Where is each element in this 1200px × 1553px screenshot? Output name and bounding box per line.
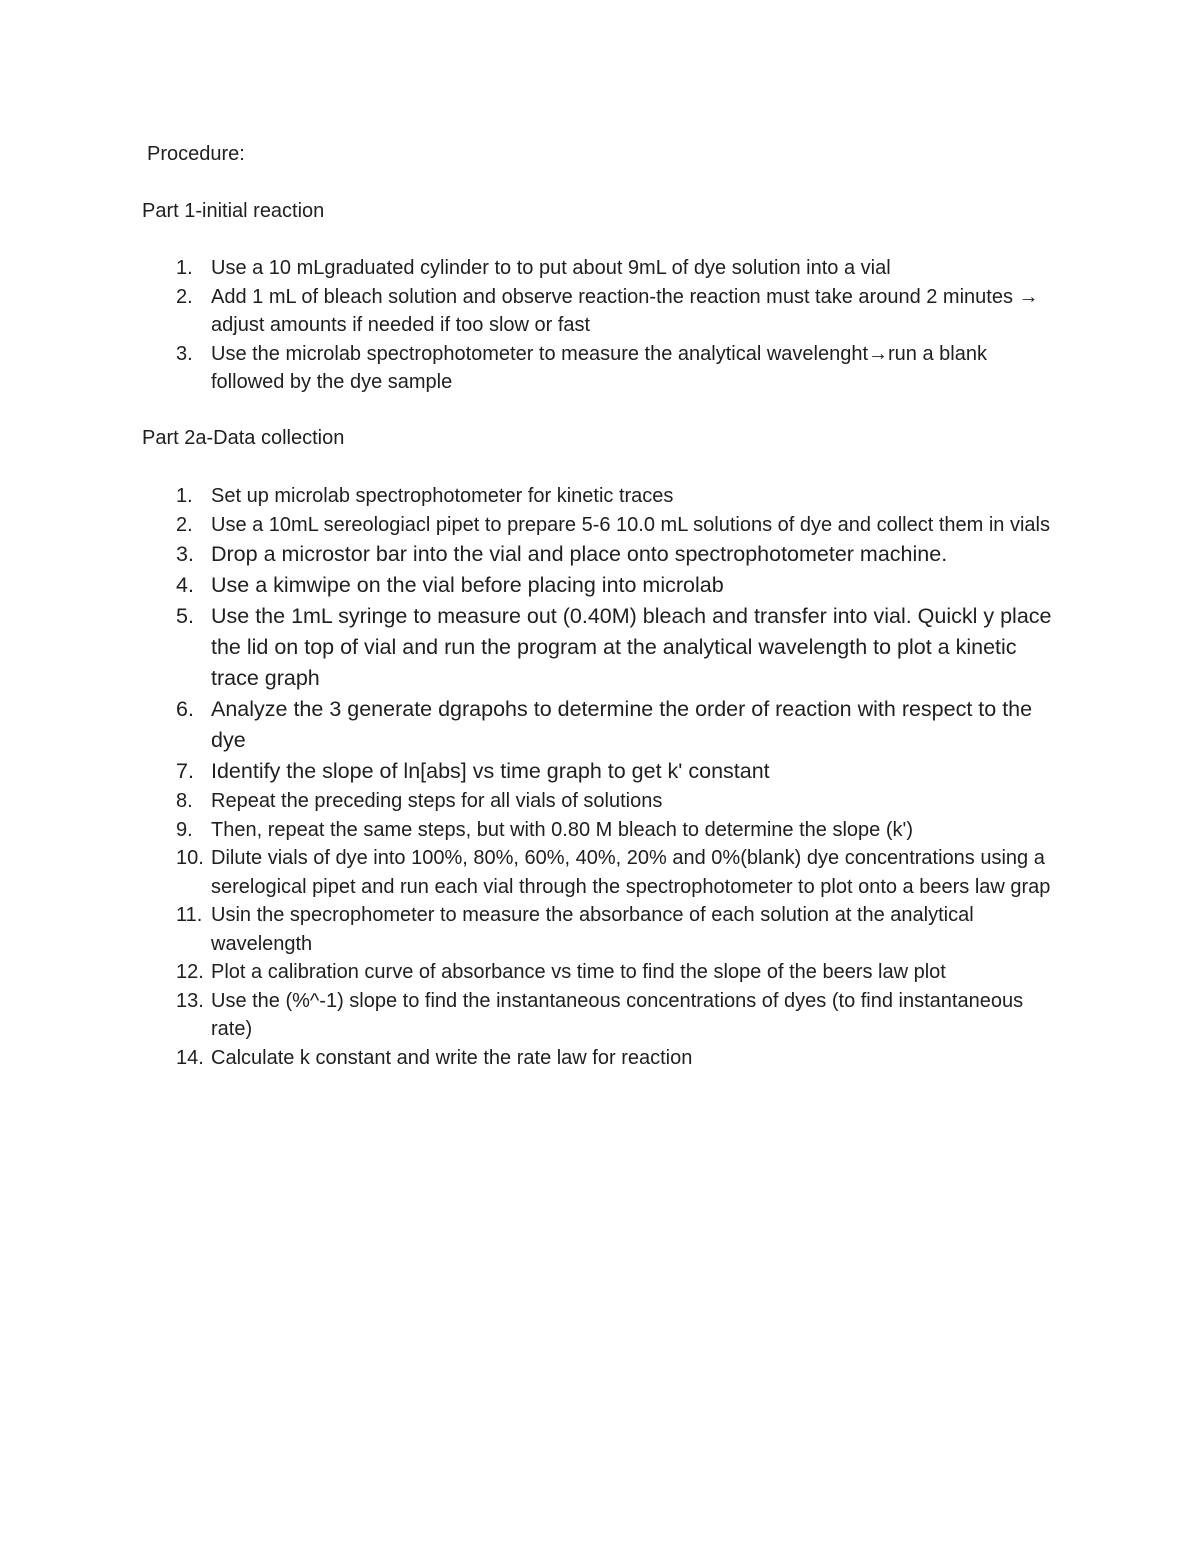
step-text: Calculate k constant and write the rate law for reaction <box>211 1046 693 1069</box>
part1-step-3 <box>0 340 1061 397</box>
part1-steps-list <box>0 254 1200 397</box>
step-text: Use a 10mL sereologiacl pipet to prepare 5-6 10.0 mL solutions of dye and collect them in vials <box>211 513 1050 536</box>
step-number: 3. <box>176 342 193 365</box>
part2-step-2 <box>0 511 1061 540</box>
part2-step-5 <box>0 601 1061 694</box>
step-number: 2. <box>176 513 193 536</box>
step-text: Use the microlab spectrophotometer to measure the analytical wavelenght→run a blank followed by the dye sample <box>211 342 987 393</box>
step-number: 5. <box>176 604 194 628</box>
step-number: 3. <box>176 542 194 566</box>
part2-step-3 <box>0 539 1061 570</box>
step-text: Set up microlab spectrophotometer for kinetic traces <box>211 485 674 507</box>
procedure-title: Procedure: <box>147 143 245 165</box>
step-text: Dilute vials of dye into 100%, 80%, 60%, 40%, 20% and 0%(blank) dye concentrations using a serelogical pipet and run each vial through the spectrophotometer to plot onto a beers law grap <box>211 847 1051 898</box>
step-text: Use a kimwipe on the vial before placing into microlab <box>211 573 724 597</box>
step-text: Plot a calibration curve of absorbance vs time to find the slope of the beers law plot <box>211 961 946 983</box>
part2-step-6 <box>0 694 1061 756</box>
part2-step-14 <box>0 1044 1061 1073</box>
step-text: Use a 10 mLgraduated cylinder to to put about 9mL of dye solution into a vial <box>211 257 891 279</box>
part2-step-4 <box>0 570 1061 601</box>
part1-step-2 <box>0 283 1061 340</box>
step-number: 1. <box>176 257 193 279</box>
part2-step-7 <box>0 756 1061 787</box>
step-number: 7. <box>176 759 194 783</box>
step-text: Identify the slope of ln[abs] vs time graph to get k' constant <box>211 759 770 783</box>
step-number: 10. <box>176 847 204 869</box>
part1-heading: Part 1-initial reaction <box>142 200 325 222</box>
part2-step-1 <box>0 482 1061 511</box>
step-number: 1. <box>176 485 193 507</box>
part2-step-11 <box>0 901 1061 958</box>
part2-step-10 <box>0 844 1061 901</box>
step-text: Analyze the 3 generate dgrapohs to determine the order of reaction with respect to the dye <box>211 697 1033 752</box>
step-number: 13. <box>176 989 204 1012</box>
step-number: 4. <box>176 573 194 597</box>
part2-step-13 <box>0 987 1061 1044</box>
step-text: Use the (%^-1) slope to find the instantaneous concentrations of dyes (to find instantaneous rate) <box>211 989 1024 1040</box>
step-text: Usin the specrophometer to measure the absorbance of each solution at the analytical wavelength <box>211 904 974 955</box>
step-text: Use the 1mL syringe to measure out (0.40M) bleach and transfer into vial. Quickl y place the lid on top of vial and run the program at the analytical wavelength to plot a kinetic trace graph <box>211 604 1052 690</box>
step-text: Repeat the preceding steps for all vials of solutions <box>211 790 663 812</box>
part2-step-9 <box>0 816 1061 845</box>
step-text: Drop a microstor bar into the vial and place onto spectrophotometer machine. <box>211 542 948 566</box>
part2-step-8 <box>0 787 1061 816</box>
step-number: 11. <box>176 904 203 926</box>
part2-steps-list <box>0 482 1200 1072</box>
step-number: 6. <box>176 697 194 721</box>
step-text: Then, repeat the same steps, but with 0.80 M bleach to determine the slope (k') <box>211 818 913 841</box>
part2-heading: Part 2a-Data collection <box>142 427 345 449</box>
step-text: Add 1 mL of bleach solution and observe reaction-the reaction must take around 2 minutes → adjust amounts if needed if too slow or fast <box>211 285 1039 336</box>
step-number: 9. <box>176 818 193 841</box>
step-number: 2. <box>176 285 193 308</box>
step-number: 14. <box>176 1046 204 1069</box>
part2-step-12 <box>0 958 1061 987</box>
step-number: 12. <box>176 961 204 983</box>
step-number: 8. <box>176 790 193 812</box>
part1-step-1 <box>0 254 1061 283</box>
